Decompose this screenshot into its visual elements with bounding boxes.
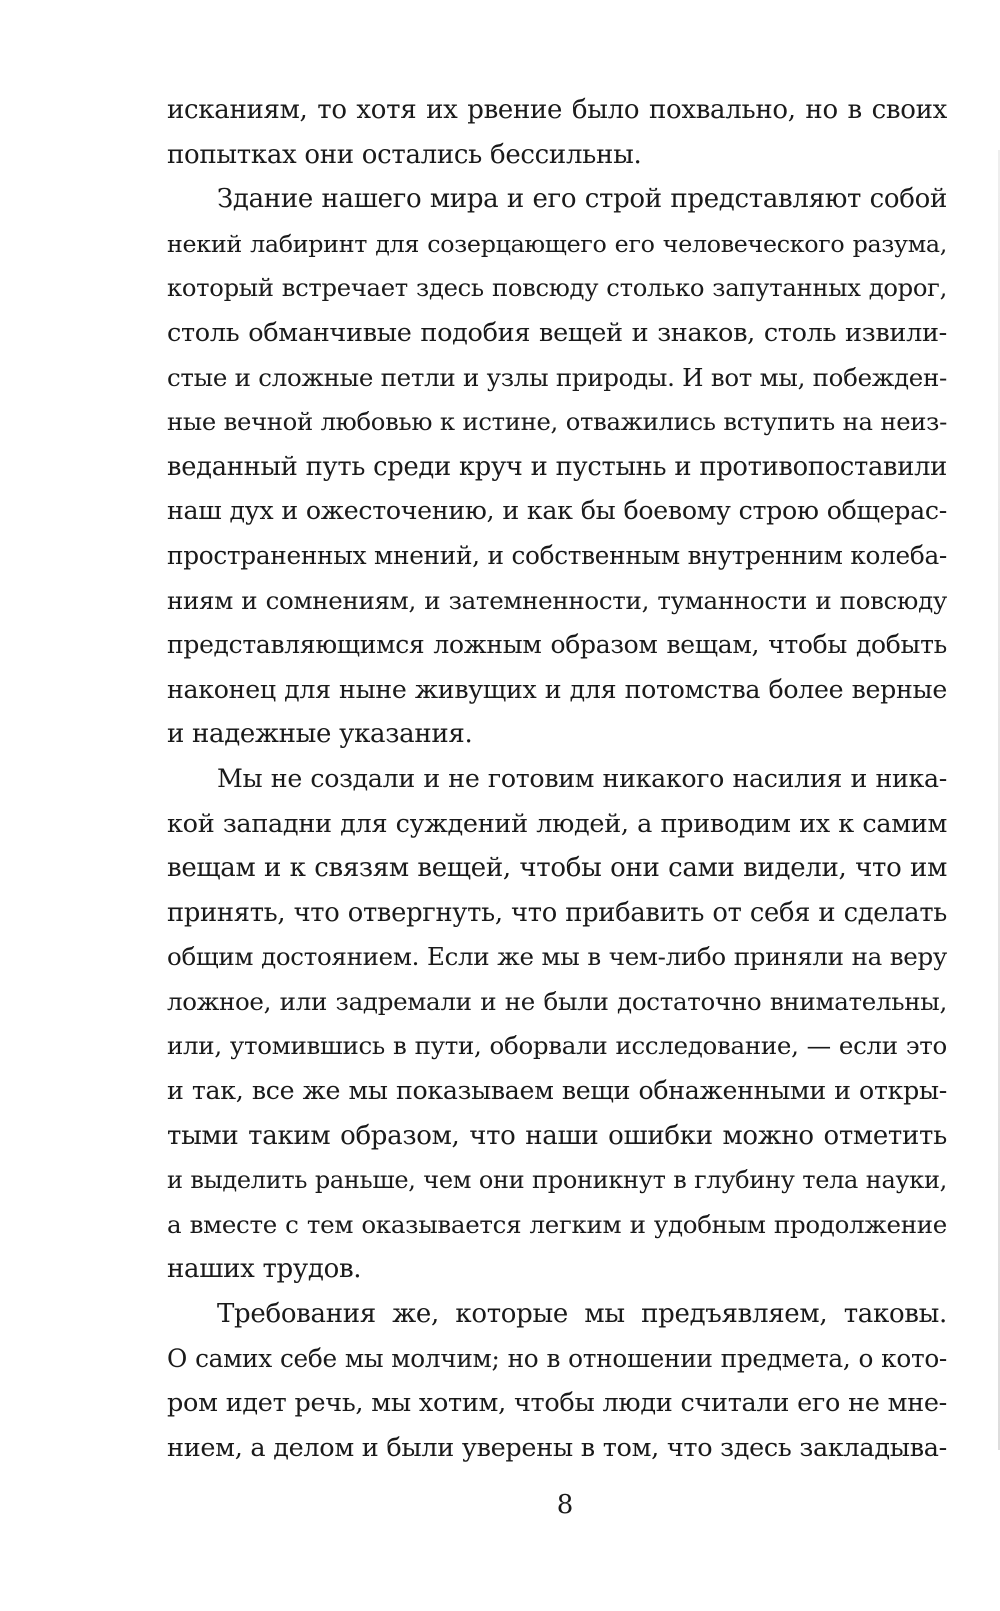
text-line: стые и сложные петли и узлы природы. И вот мы, побежден- (167, 362, 947, 392)
text-line: Мы не создали и не готовим никакого насилия и ника- (217, 763, 947, 793)
text-line: или, утомившись в пути, оборвали исследование, — если это (167, 1031, 947, 1061)
text-line: наших трудов. (167, 1254, 362, 1285)
text-line: а вместе с тем оказывается легким и удобным продолжение (167, 1209, 947, 1239)
text-line: нием, а делом и были уверены в том, что здесь закладыва- (167, 1432, 947, 1463)
text-line: пространенных мнений, и собственным внутренним колеба- (167, 540, 947, 570)
text-line: тыми таким образом, что наши ошибки можно отметить (167, 1120, 947, 1151)
text-line: ром идет речь, мы хотим, чтобы люди считали его не мне- (167, 1388, 947, 1419)
text-line: Требования же, которые мы предъявляем, таковы. (217, 1299, 947, 1330)
text-line: ниям и сомнениям, и затемненности, туманности и повсюду (167, 585, 947, 615)
text-line: наконец для ныне живущих и для потомства более верные (167, 674, 947, 704)
text-line: и так, все же мы показываем вещи обнаженными и откры- (167, 1076, 947, 1106)
text-line: который встречает здесь повсюду столько запутанных дорог, (167, 273, 947, 303)
text-line: принять, что отвергнуть, что прибавить от себя и сделать (167, 897, 947, 928)
text-line: вещам и к связям вещей, чтобы они сами видели, что им (167, 853, 947, 884)
text-line: попытках они остались бессильны. (167, 139, 642, 170)
text-line: некий лабиринт для созерцающего его человеческого разума, (167, 229, 947, 258)
text-line: веданный путь среди круч и пустынь и противопоставили (167, 451, 947, 482)
text-line: Здание нашего мира и его строй представляют собой (217, 184, 947, 215)
text-line: ложное, или задремали и не были достаточно внимательны, (167, 986, 947, 1016)
text-line: кой западни для суждений людей, а приводим их к самим (167, 808, 947, 839)
text-line: и выделить раньше, чем они проникнут в глубину тела науки, (167, 1166, 947, 1195)
text-line: и надежные указания. (167, 719, 473, 750)
page-number: 8 (556, 1490, 574, 1520)
text-line: столь обманчивые подобия вещей и знаков, столь извили- (167, 317, 947, 348)
text-line: исканиям, то хотя их рвение было похвально, но в своих (167, 95, 947, 125)
text-line: представляющимся ложным образом вещам, чтобы добыть (167, 630, 947, 660)
text-line: ные вечной любовью к истине, отважились вступить на неиз- (167, 407, 947, 437)
text-line: общим достоянием. Если же мы в чем-либо приняли на веру (167, 942, 947, 972)
body-text (167, 88, 947, 1470)
text-line: О самих себе мы молчим; но в отношении предмета, о кото- (167, 1343, 947, 1373)
text-line: наш дух и ожесточению, и как бы боевому строю общерас- (167, 496, 947, 526)
